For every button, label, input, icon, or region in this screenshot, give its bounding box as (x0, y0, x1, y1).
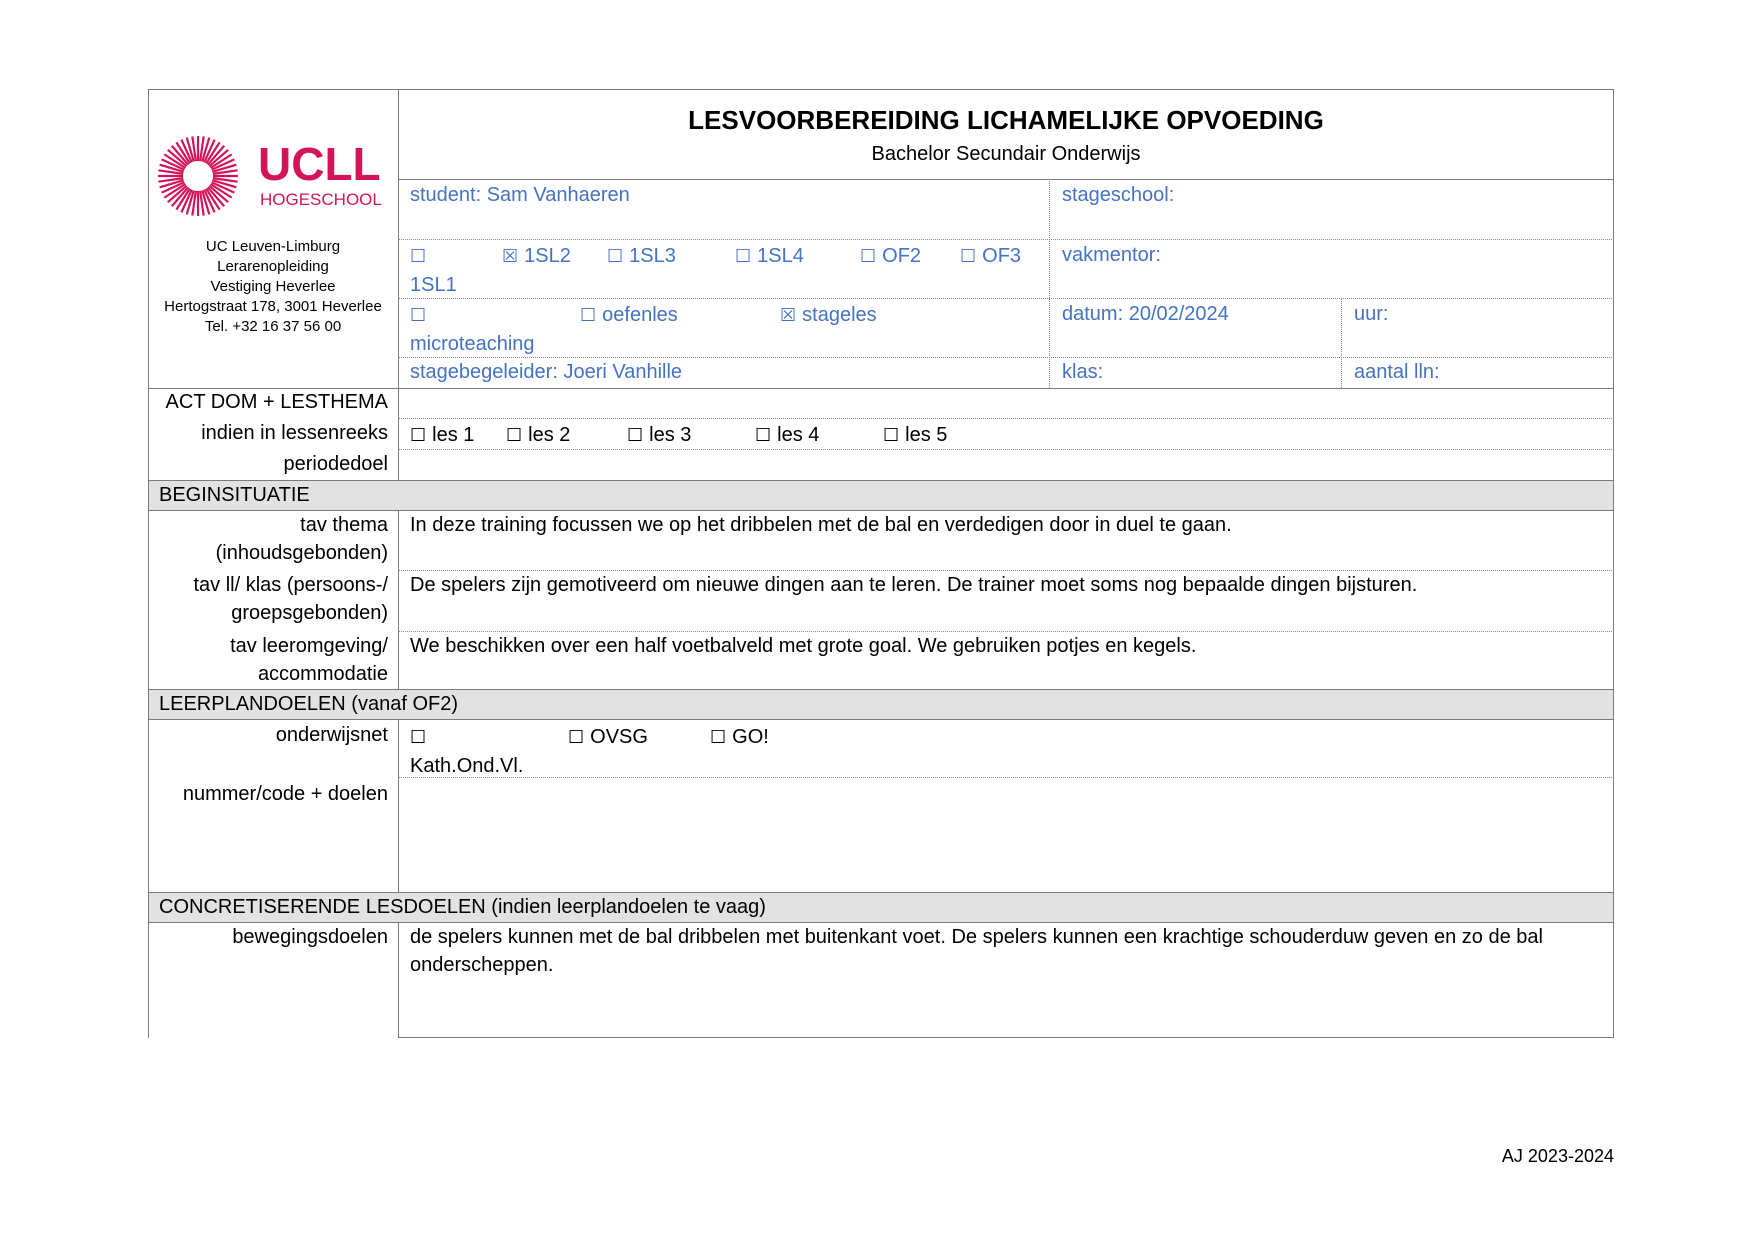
year-option-of2[interactable] (860, 242, 921, 271)
thema-text[interactable]: In deze training focussen we op het dribbelen met de bal en verdedigen door in duel te gaan. (410, 514, 1232, 536)
stagebegeleider-field[interactable]: stagebegeleider: Joeri Vanhille (410, 361, 683, 383)
les-option-label: les 1 (432, 424, 475, 446)
divider-row (398, 298, 1614, 299)
footer-year: AJ 2023-2024 (1501, 1146, 1614, 1166)
les-option-label: les 2 (528, 424, 571, 446)
klas-label-line1: tav ll/ klas (persoons-/ (193, 574, 388, 596)
year-options (410, 242, 1040, 298)
les-option-les-5[interactable] (883, 421, 947, 450)
omgeving-label-line2: accommodatie (257, 663, 388, 685)
address-line: Tel. +32 16 37 56 00 (204, 318, 342, 335)
divider-info-column (1341, 298, 1342, 388)
net-option-ovsg[interactable] (568, 723, 648, 752)
checkbox-icon[interactable]: ☐ (410, 305, 427, 326)
year-option-1sl2[interactable] (502, 242, 571, 271)
student-field[interactable]: student: Sam Vanhaeren (410, 184, 630, 206)
uur-field[interactable]: uur: (1354, 303, 1389, 325)
logo-sub: HOGESCHOOL (260, 190, 382, 209)
page-subtitle: Bachelor Secundair Onderwijs (871, 143, 1141, 165)
checkbox-icon[interactable]: ☐ (580, 305, 597, 326)
page-title: LESVOORBEREIDING LICHAMELIJKE OPVOEDING (688, 105, 1324, 135)
checkbox-icon[interactable]: ☐ (710, 727, 727, 748)
checkbox-icon[interactable]: ☐ (627, 425, 644, 446)
beweging-label: bewegingsdoelen (232, 926, 388, 948)
lestype-option-microteaching[interactable] (410, 301, 535, 358)
lestype-option-label: microteaching (410, 333, 535, 355)
address-line: Hertogstraat 178, 3001 Heverlee (164, 298, 382, 315)
omgeving-text[interactable]: We beschikken over een half voetbalveld met grote goal. We gebruiken potjes en kegels. (410, 635, 1197, 657)
lestype-option-label: stageles (802, 304, 877, 326)
klas-label (148, 571, 388, 627)
periodedoel-label: periodedoel (283, 453, 388, 475)
checkbox-icon[interactable]: ☐ (410, 727, 427, 748)
checkbox-icon[interactable]: ☐ (860, 246, 877, 267)
les-option-les-2[interactable] (506, 421, 570, 450)
les-option-label: les 5 (905, 424, 948, 446)
year-option-1sl4[interactable] (735, 242, 804, 271)
logo-brand: UCLL (258, 138, 381, 190)
net-option-kath-ond-vl[interactable] (410, 723, 523, 780)
sunburst-icon (158, 136, 238, 216)
les-option-label: les 3 (649, 424, 692, 446)
lesson-form (148, 89, 1614, 1038)
divider-header (398, 179, 1614, 180)
onderwijsnet-label: onderwijsnet (275, 724, 388, 746)
divider-row (398, 418, 1614, 419)
border-right (1613, 89, 1614, 1038)
klas-field[interactable]: klas: (1062, 361, 1104, 383)
year-option-of3[interactable] (960, 242, 1021, 271)
divider-section (148, 719, 1614, 720)
checkbox-icon[interactable]: ☐ (883, 425, 900, 446)
reeks-label: indien in lessenreeks (201, 422, 388, 444)
net-option-label: Kath.Ond.Vl. (410, 755, 524, 777)
checkbox-icon[interactable]: ☐ (960, 246, 977, 267)
year-option-label: OF3 (982, 245, 1022, 267)
thema-label-line1: tav thema (300, 514, 388, 536)
year-option-label: OF2 (882, 245, 922, 267)
actdom-label: ACT DOM + LESTHEMA (165, 391, 388, 413)
section-beginsituatie: BEGINSITUATIE (159, 484, 310, 506)
les-option-label: les 4 (777, 424, 820, 446)
net-option-go[interactable] (710, 723, 769, 752)
net-option-label: OVSG (590, 726, 648, 748)
year-option-label: 1SL4 (757, 245, 804, 267)
omgeving-label-line1: tav leeromgeving/ (230, 635, 388, 657)
thema-label-line2: (inhoudsgebonden) (215, 542, 388, 564)
thema-label (148, 511, 388, 567)
lestype-options (410, 301, 1040, 357)
checkbox-icon[interactable]: ☐ (506, 425, 523, 446)
year-option-label: 1SL1 (410, 274, 457, 296)
ucll-logo (158, 135, 390, 217)
checkbox-icon[interactable]: ☐ (607, 246, 624, 267)
lessen-options (410, 421, 1600, 449)
divider-row (398, 239, 1614, 240)
checkbox-icon[interactable]: ☐ (410, 246, 427, 267)
border-bottom (398, 1037, 1614, 1038)
net-option-label: GO! (732, 726, 769, 748)
checkbox-icon[interactable]: ☒ (502, 246, 519, 267)
checkbox-icon[interactable]: ☐ (568, 727, 585, 748)
section-concretiserend: CONCRETISERENDE LESDOELEN (indien leerplandoelen te vaag) (159, 896, 766, 918)
klas-text[interactable]: De spelers zijn gemotiveerd om nieuwe dingen aan te leren. De trainer moet soms nog bepaalde dingen bijsturen. (410, 574, 1418, 596)
omgeving-label (148, 632, 388, 688)
klas-label-line2: groepsgebonden) (231, 602, 388, 624)
border-top (148, 89, 1614, 90)
les-option-les-3[interactable] (627, 421, 691, 450)
aantal-field[interactable]: aantal lln: (1354, 361, 1440, 383)
year-option-label: 1SL2 (524, 245, 571, 267)
onderwijsnet-options (410, 723, 1010, 779)
lestype-option-oefenles[interactable] (580, 301, 678, 330)
address-line: Lerarenopleiding (217, 258, 329, 275)
datum-field[interactable]: datum: 20/02/2024 (1062, 303, 1229, 325)
stageschool-field[interactable]: stageschool: (1062, 184, 1175, 206)
checkbox-icon[interactable]: ☐ (755, 425, 772, 446)
les-option-les-4[interactable] (755, 421, 819, 450)
year-option-1sl3[interactable] (607, 242, 676, 271)
lestype-option-stageles[interactable] (780, 301, 877, 330)
divider-section (148, 480, 1614, 481)
section-band (149, 480, 1613, 510)
divider-row (398, 449, 1614, 450)
lestype-option-label: oefenles (602, 304, 678, 326)
year-option-1sl1[interactable] (410, 242, 457, 299)
les-option-les-1[interactable] (410, 421, 474, 450)
address-line: UC Leuven-Limburg (205, 238, 341, 255)
checkbox-icon[interactable]: ☐ (735, 246, 752, 267)
vakmentor-field[interactable]: vakmentor: (1062, 244, 1161, 266)
checkbox-icon[interactable]: ☒ (780, 305, 797, 326)
year-option-label: 1SL3 (629, 245, 676, 267)
beweging-text[interactable]: de spelers kunnen met de bal dribbelen met buitenkant voet. De spelers kunnen een krachtige schouderduw geven en zo de bal onderscheppen. (410, 926, 1543, 976)
nummer-label: nummer/code + doelen (182, 783, 388, 805)
address-line: Vestiging Heverlee (210, 278, 336, 295)
checkbox-icon[interactable]: ☐ (410, 425, 427, 446)
divider-info-column (1049, 179, 1050, 388)
school-address (148, 237, 398, 337)
section-leerplandoelen: LEERPLANDOELEN (vanaf OF2) (159, 693, 458, 715)
